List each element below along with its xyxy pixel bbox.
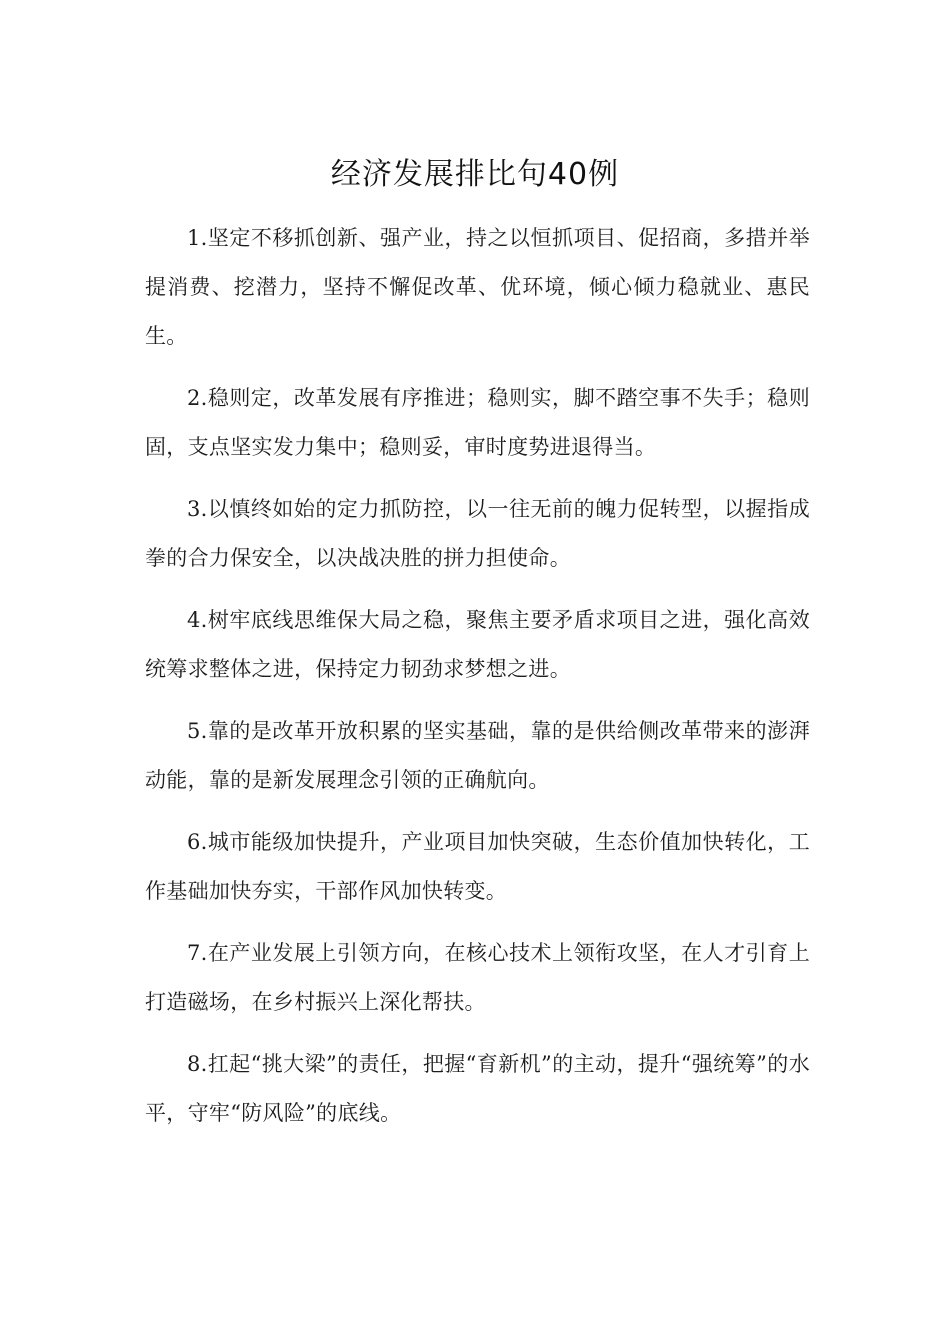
paragraph-number: 8. <box>187 1052 208 1076</box>
paragraph-text: 在产业发展上引领方向，在核心技术上领衔攻坚，在人才引育上打造磁场，在乡村振兴上深化帮扶。 <box>145 941 810 1014</box>
paragraph-2 <box>145 374 810 472</box>
paragraph-text: 以慎终如始的定力抓防控，以一往无前的魄力促转型，以握指成拳的合力保安全，以决战决胜的拼力担使命。 <box>145 497 810 570</box>
paragraph-number: 7. <box>187 941 208 965</box>
paragraph-text: 靠的是改革开放积累的坚实基础，靠的是供给侧改革带来的澎湃动能，靠的是新发展理念引领的正确航向。 <box>145 719 810 792</box>
paragraph-number: 1. <box>187 226 208 250</box>
paragraph-number: 3. <box>187 497 208 521</box>
paragraph-3 <box>145 485 810 583</box>
paragraph-text: 树牢底线思维保大局之稳，聚焦主要矛盾求项目之进，强化高效统筹求整体之进，保持定力韧劲求梦想之进。 <box>145 608 810 681</box>
paragraph-text: 城市能级加快提升，产业项目加快突破，生态价值加快转化，工作基础加快夯实，干部作风加快转变。 <box>145 830 810 903</box>
paragraph-4 <box>145 596 810 694</box>
paragraph-number: 2. <box>187 386 208 410</box>
paragraph-7 <box>145 929 810 1027</box>
paragraph-number: 4. <box>187 608 208 632</box>
paragraph-number: 6. <box>187 830 208 854</box>
paragraph-5 <box>145 707 810 805</box>
paragraph-text: 稳则定，改革发展有序推进；稳则实，脚不踏空事不失手；稳则固，支点坚实发力集中；稳则妥，审时度势进退得当。 <box>145 386 810 459</box>
paragraph-6 <box>145 818 810 916</box>
paragraph-1 <box>145 214 810 361</box>
paragraph-text: 扛起“挑大梁”的责任，把握“育新机”的主动，提升“强统筹”的水平，守牢“防风险”的底线。 <box>145 1052 810 1125</box>
paragraph-text: 坚定不移抓创新、强产业，持之以恒抓项目、促招商，多措并举提消费、挖潜力，坚持不懈促改革、优环境，倾心倾力稳就业、惠民生。 <box>145 226 810 348</box>
document-title: 经济发展排比句40例 <box>330 157 620 192</box>
document-body <box>145 214 810 1151</box>
paragraph-number: 5. <box>187 719 208 743</box>
paragraph-8 <box>145 1040 810 1138</box>
